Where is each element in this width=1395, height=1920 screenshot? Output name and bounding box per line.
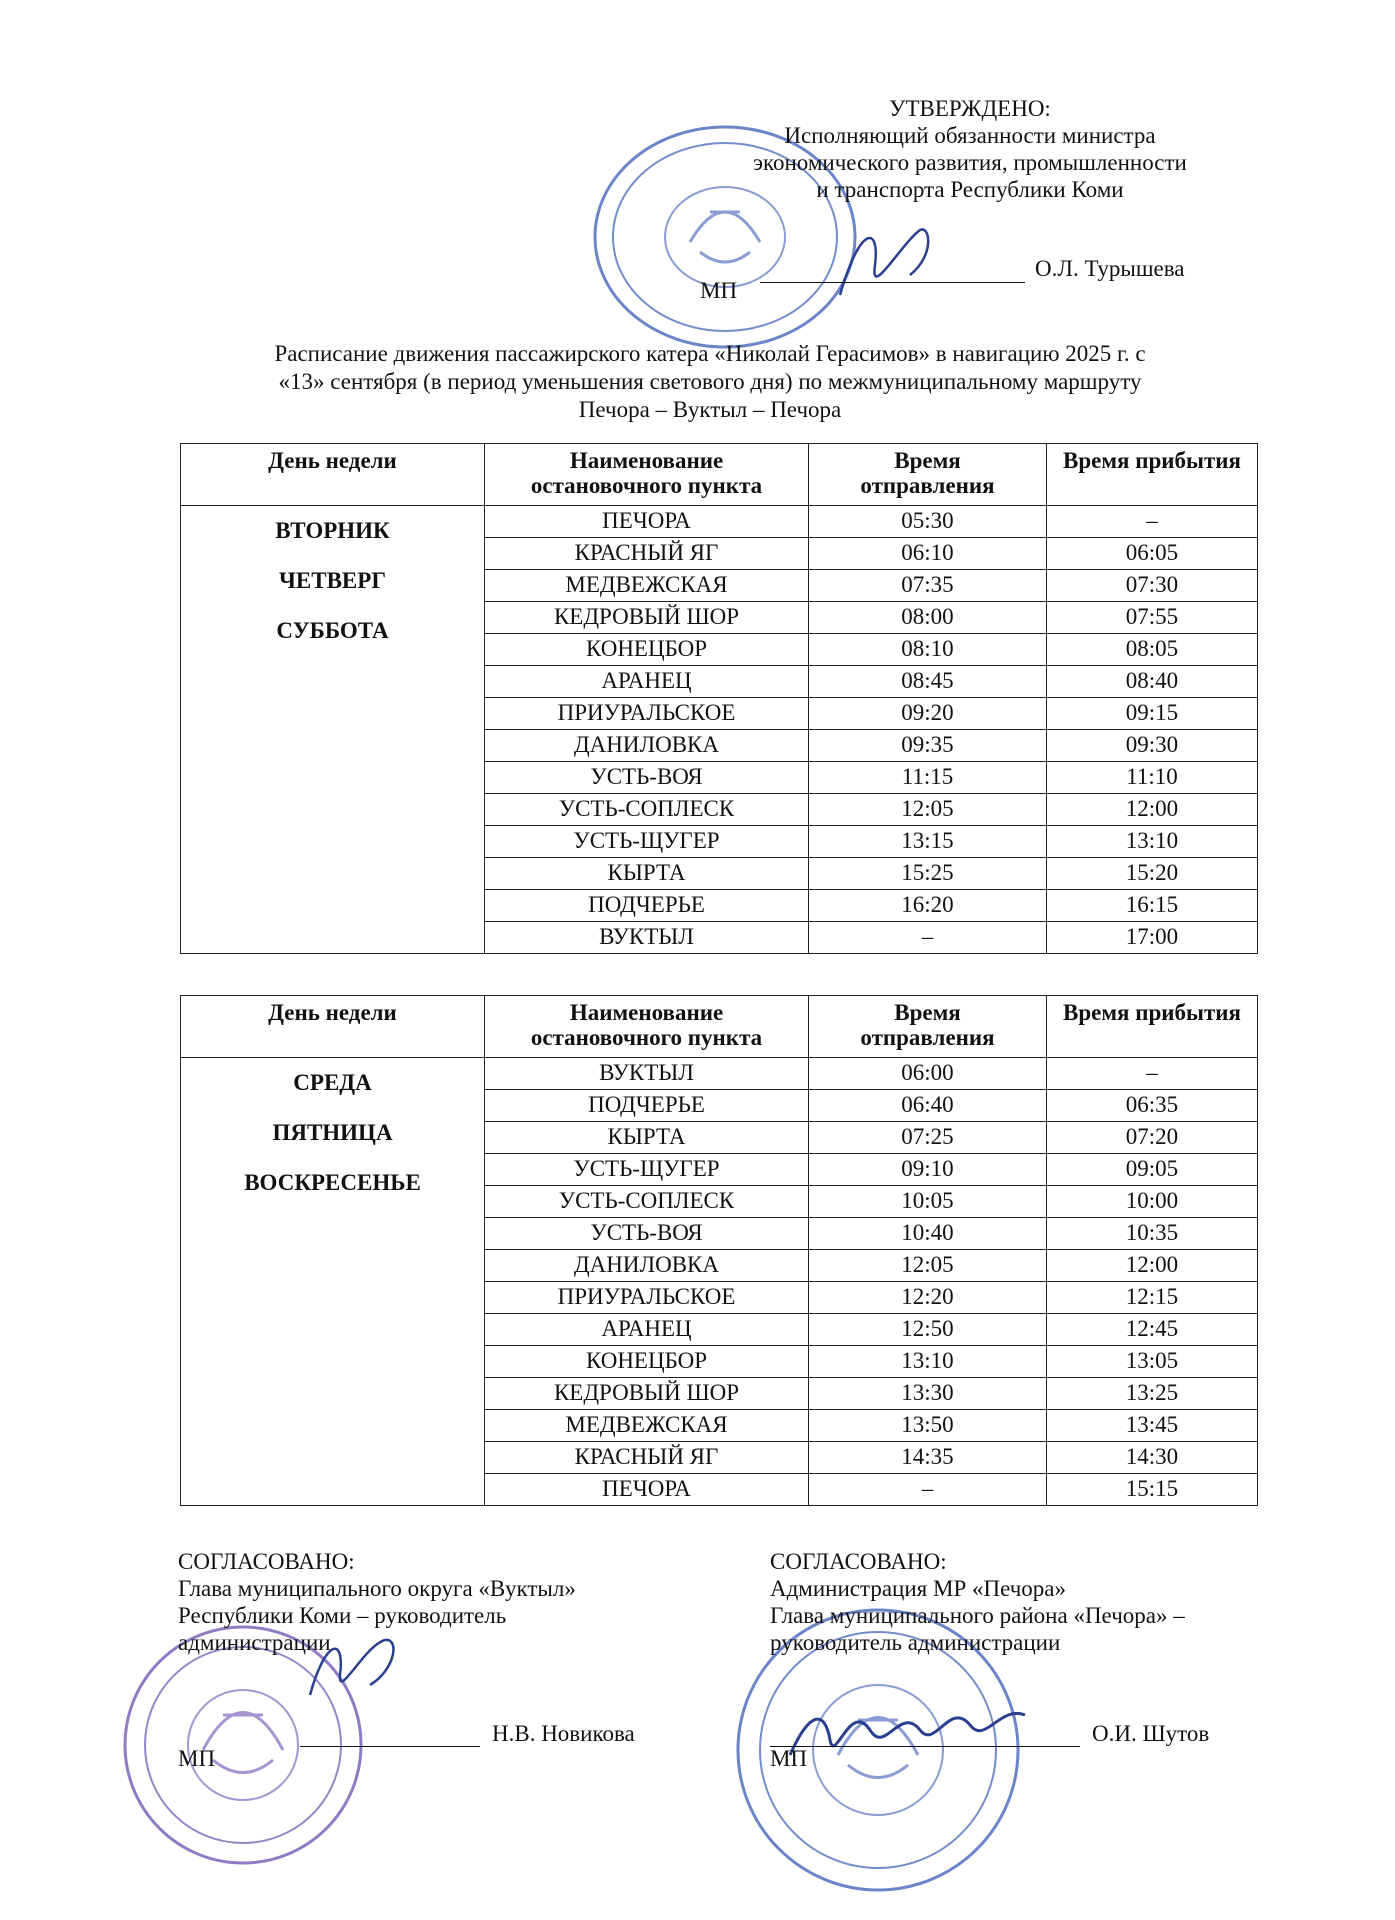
- stop-cell: УСТЬ-ЩУГЕР: [485, 1154, 809, 1186]
- title-line-3: Печора – Вуктыл – Печора: [578, 397, 842, 422]
- arrival-cell: 12:00: [1047, 1250, 1258, 1282]
- stop-cell: МЕДВЕЖСКАЯ: [485, 570, 809, 602]
- arrival-cell: 07:55: [1047, 602, 1258, 634]
- header-stop: [485, 444, 809, 506]
- departure-cell: 12:05: [809, 1250, 1047, 1282]
- approval-title: УТВЕРЖДЕНО:: [889, 96, 1051, 121]
- stop-cell: КРАСНЫЙ ЯГ: [485, 1442, 809, 1474]
- arrival-cell: 08:40: [1047, 666, 1258, 698]
- header-departure: [809, 996, 1047, 1058]
- departure-cell: 06:10: [809, 538, 1047, 570]
- stop-cell: ПОДЧЕРЬЕ: [485, 1090, 809, 1122]
- stop-cell: КЕДРОВЫЙ ШОР: [485, 602, 809, 634]
- agreed-right-mp: МП: [770, 1746, 808, 1771]
- approval-mp: МП: [700, 278, 738, 303]
- departure-cell: 12:05: [809, 794, 1047, 826]
- departure-cell: 14:35: [809, 1442, 1047, 1474]
- agreed-left-signer: Н.В. Новикова: [492, 1721, 635, 1746]
- agreed-right-line-3: руководитель администрации: [770, 1630, 1061, 1655]
- arrival-cell: 17:00: [1047, 922, 1258, 954]
- stop-cell: КРАСНЫЙ ЯГ: [485, 538, 809, 570]
- departure-cell: 08:45: [809, 666, 1047, 698]
- stop-cell: КЫРТА: [485, 1122, 809, 1154]
- stop-cell: КОНЕЦБОР: [485, 634, 809, 666]
- arrival-cell: 10:00: [1047, 1186, 1258, 1218]
- stop-cell: АРАНЕЦ: [485, 1314, 809, 1346]
- approval-line-3: и транспорта Республики Коми: [816, 177, 1124, 202]
- arrival-cell: 13:10: [1047, 826, 1258, 858]
- departure-cell: 10:40: [809, 1218, 1047, 1250]
- arrival-cell: 12:00: [1047, 794, 1258, 826]
- header-stop-line-1: Наименование: [569, 1000, 724, 1025]
- stop-cell: УСТЬ-СОПЛЕСК: [485, 1186, 809, 1218]
- approval-block: [700, 95, 1240, 203]
- stop-cell: ПЕЧОРА: [485, 1474, 809, 1506]
- header-departure: [809, 444, 1047, 506]
- stop-cell: ВУКТЫЛ: [485, 1058, 809, 1090]
- arrival-cell: 13:45: [1047, 1410, 1258, 1442]
- arrival-cell: 16:15: [1047, 890, 1258, 922]
- departure-cell: 11:15: [809, 762, 1047, 794]
- departure-cell: 07:25: [809, 1122, 1047, 1154]
- stop-cell: УСТЬ-ВОЯ: [485, 762, 809, 794]
- header-arrival: Время прибытия: [1047, 444, 1258, 506]
- days-cell: [181, 506, 485, 954]
- departure-cell: 09:20: [809, 698, 1047, 730]
- day-label: СУББОТА: [276, 618, 389, 643]
- header-dep-line-2: отправления: [860, 473, 995, 498]
- agreed-right-line-1: Администрация МР «Печора»: [770, 1576, 1067, 1601]
- agreed-left-line-2: Республики Коми – руководитель: [178, 1603, 507, 1628]
- stop-cell: КЫРТА: [485, 858, 809, 890]
- day-label: ПЯТНИЦА: [272, 1120, 393, 1145]
- table-header-row: [181, 996, 1258, 1058]
- departure-cell: 15:25: [809, 858, 1047, 890]
- arrival-cell: 11:10: [1047, 762, 1258, 794]
- agreed-right-signer: О.И. Шутов: [1092, 1721, 1210, 1746]
- arrival-cell: 12:45: [1047, 1314, 1258, 1346]
- arrival-cell: 09:30: [1047, 730, 1258, 762]
- arrival-cell: 06:35: [1047, 1090, 1258, 1122]
- departure-cell: 13:30: [809, 1378, 1047, 1410]
- arrival-cell: 12:15: [1047, 1282, 1258, 1314]
- stop-cell: ПРИУРАЛЬСКОЕ: [485, 1282, 809, 1314]
- arrival-cell: 07:30: [1047, 570, 1258, 602]
- departure-cell: –: [809, 922, 1047, 954]
- agreed-left-signature-line: [300, 1720, 480, 1747]
- table-1-body: [181, 506, 1258, 954]
- stop-cell: ДАНИЛОВКА: [485, 1250, 809, 1282]
- header-dep-line-1: Время: [894, 1000, 961, 1025]
- day-label: ЧЕТВЕРГ: [279, 568, 386, 593]
- agreed-left-line-3: администрации: [178, 1630, 331, 1655]
- stop-cell: КЕДРОВЫЙ ШОР: [485, 1378, 809, 1410]
- schedule-table-2: [180, 995, 1258, 1506]
- header-stop-line-2: остановочного пункта: [530, 473, 763, 498]
- departure-cell: 09:35: [809, 730, 1047, 762]
- header-day: День недели: [181, 996, 485, 1058]
- departure-cell: 08:00: [809, 602, 1047, 634]
- departure-cell: 16:20: [809, 890, 1047, 922]
- stop-cell: УСТЬ-ВОЯ: [485, 1218, 809, 1250]
- document-title: [170, 340, 1250, 424]
- header-stop-line-1: Наименование: [569, 448, 724, 473]
- arrival-cell: 08:05: [1047, 634, 1258, 666]
- arrival-cell: 15:15: [1047, 1474, 1258, 1506]
- departure-cell: 06:00: [809, 1058, 1047, 1090]
- departure-cell: 12:20: [809, 1282, 1047, 1314]
- arrival-cell: 13:25: [1047, 1378, 1258, 1410]
- table-2-body: [181, 1058, 1258, 1506]
- approval-line-1: Исполняющий обязанности министра: [784, 123, 1156, 148]
- agreed-left-line-1: Глава муниципального округа «Вуктыл»: [178, 1576, 576, 1601]
- departure-cell: 13:10: [809, 1346, 1047, 1378]
- table-header-row: [181, 444, 1258, 506]
- title-line-2: «13» сентября (в период уменьшения светового дня) по межмуниципальному маршруту: [278, 369, 1142, 394]
- stop-cell: ПРИУРАЛЬСКОЕ: [485, 698, 809, 730]
- stop-cell: УСТЬ-СОПЛЕСК: [485, 794, 809, 826]
- arrival-cell: 15:20: [1047, 858, 1258, 890]
- day-label: СРЕДА: [293, 1070, 372, 1095]
- day-label: ВОСКРЕСЕНЬЕ: [244, 1170, 421, 1195]
- agreed-right-line-2: Глава муниципального района «Печора» –: [770, 1603, 1185, 1628]
- arrival-cell: 14:30: [1047, 1442, 1258, 1474]
- departure-cell: 05:30: [809, 506, 1047, 538]
- arrival-cell: 10:35: [1047, 1218, 1258, 1250]
- header-arrival: Время прибытия: [1047, 996, 1258, 1058]
- agreed-left-block: [178, 1548, 576, 1656]
- stop-cell: ВУКТЫЛ: [485, 922, 809, 954]
- departure-cell: 07:35: [809, 570, 1047, 602]
- departure-cell: –: [809, 1474, 1047, 1506]
- agreed-right-title: СОГЛАСОВАНО:: [770, 1549, 947, 1574]
- header-stop: [485, 996, 809, 1058]
- header-dep-line-1: Время: [894, 448, 961, 473]
- title-line-1: Расписание движения пассажирского катера «Николай Герасимов» в навигацию 2025 г. с: [274, 341, 1146, 366]
- arrival-cell: –: [1047, 1058, 1258, 1090]
- header-dep-line-2: отправления: [860, 1025, 995, 1050]
- day-label: ВТОРНИК: [275, 518, 390, 543]
- agreed-left-mp: МП: [178, 1746, 216, 1771]
- arrival-cell: –: [1047, 506, 1258, 538]
- stop-cell: ПОДЧЕРЬЕ: [485, 890, 809, 922]
- days-cell: [181, 1058, 485, 1506]
- approval-signature-line: [760, 256, 1025, 283]
- departure-cell: 08:10: [809, 634, 1047, 666]
- agreed-right-block: [770, 1548, 1185, 1656]
- arrival-cell: 07:20: [1047, 1122, 1258, 1154]
- stop-cell: АРАНЕЦ: [485, 666, 809, 698]
- stop-cell: МЕДВЕЖСКАЯ: [485, 1410, 809, 1442]
- departure-cell: 10:05: [809, 1186, 1047, 1218]
- arrival-cell: 06:05: [1047, 538, 1258, 570]
- table-row: [181, 506, 1258, 538]
- stop-cell: УСТЬ-ЩУГЕР: [485, 826, 809, 858]
- stop-cell: ДАНИЛОВКА: [485, 730, 809, 762]
- departure-cell: 13:15: [809, 826, 1047, 858]
- approval-line-2: экономического развития, промышленности: [753, 150, 1187, 175]
- arrival-cell: 09:05: [1047, 1154, 1258, 1186]
- agreed-right-signature-line: [770, 1720, 1080, 1747]
- stop-cell: ПЕЧОРА: [485, 506, 809, 538]
- departure-cell: 06:40: [809, 1090, 1047, 1122]
- departure-cell: 13:50: [809, 1410, 1047, 1442]
- approval-signer: О.Л. Турышева: [1035, 256, 1185, 281]
- stop-cell: КОНЕЦБОР: [485, 1346, 809, 1378]
- arrival-cell: 09:15: [1047, 698, 1258, 730]
- schedule-table-1: [180, 443, 1258, 954]
- departure-cell: 09:10: [809, 1154, 1047, 1186]
- header-day: День недели: [181, 444, 485, 506]
- arrival-cell: 13:05: [1047, 1346, 1258, 1378]
- header-stop-line-2: остановочного пункта: [530, 1025, 763, 1050]
- agreed-left-title: СОГЛАСОВАНО:: [178, 1549, 355, 1574]
- departure-cell: 12:50: [809, 1314, 1047, 1346]
- table-row: [181, 1058, 1258, 1090]
